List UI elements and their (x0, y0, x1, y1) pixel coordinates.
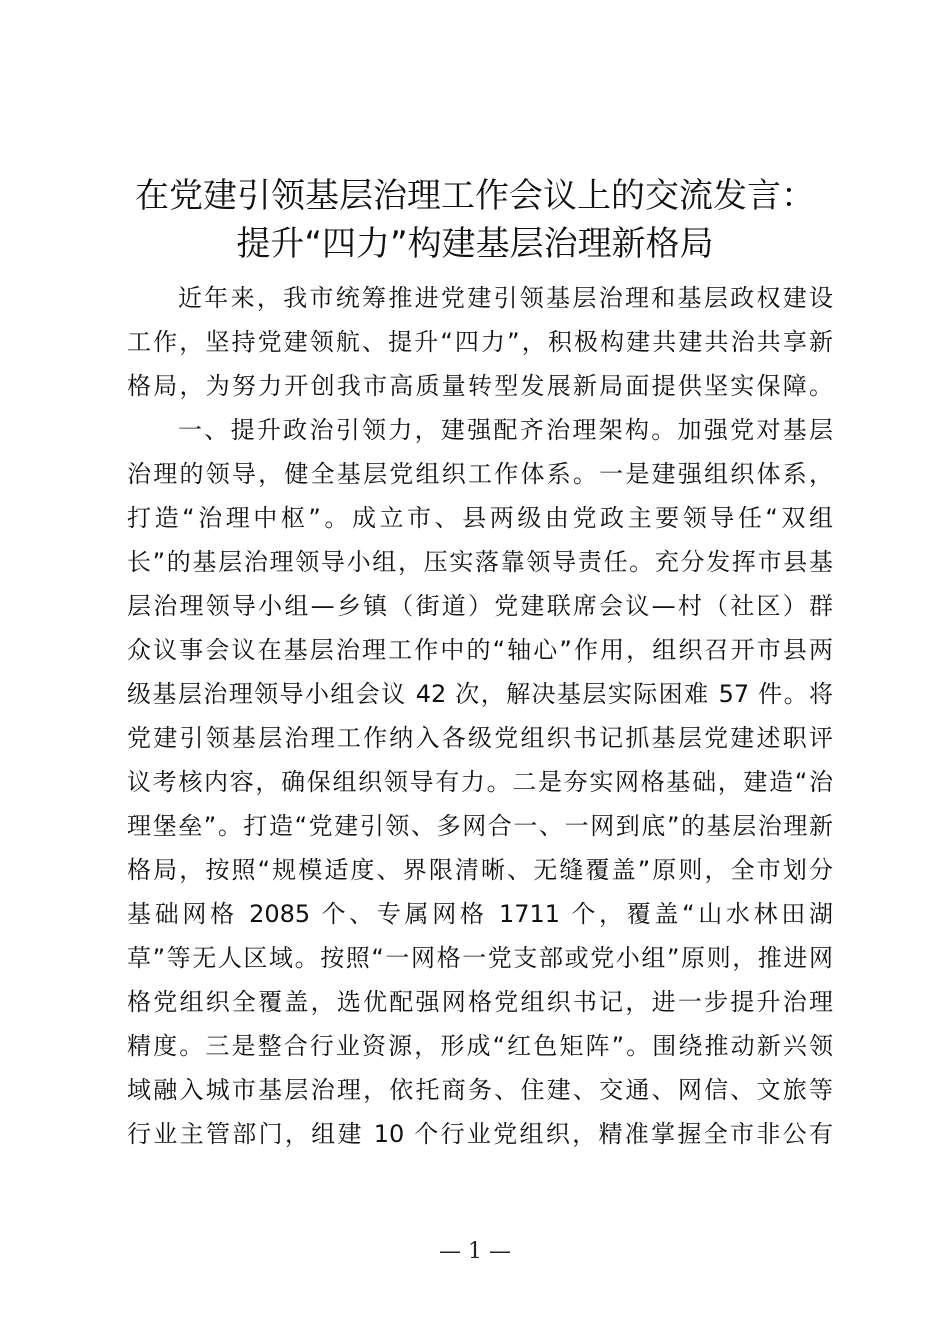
body-line-4: 一、提升政治引领力，建强配齐治理架构。加强党对基层 (178, 416, 833, 444)
body-line-19: 域融入城市基层治理，依托商务、住建、交通、网信、文旅等 (127, 1076, 833, 1104)
body-line-11: 党建引领基层治理工作纳入各级党组织书记抓基层党建述职评 (127, 724, 833, 752)
body-line-17: 格党组织全覆盖，选优配强网格党组织书记，进一步提升治理 (127, 988, 833, 1016)
body-line-10: 级基层治理领导小组会议 42 次，解决基层实际困难 57 件。将 (127, 680, 833, 708)
document-title-line-1: 在党建引领基层治理工作会议上的交流发言： (135, 176, 815, 216)
body-line-3: 格局，为努力开创我市高质量转型发展新局面提供坚实保障。 (127, 372, 833, 400)
document-title-line-2: 提升“四力”构建基层治理新格局 (236, 224, 714, 264)
body-line-13: 理堡垒”。打造“党建引领、多网合一、一网到底”的基层治理新 (127, 812, 833, 840)
body-line-20: 行业主管部门，组建 10 个行业党组织，精准掌握全市非公有 (127, 1120, 833, 1148)
body-line-1: 近年来，我市统筹推进党建引领基层治理和基层政权建设 (178, 284, 833, 312)
body-line-18: 精度。三是整合行业资源，形成“红色矩阵”。围绕推动新兴领 (127, 1032, 833, 1060)
body-line-16: 草”等无人区域。按照“一网格一党支部或党小组”原则，推进网 (127, 944, 833, 972)
body-line-5: 治理的领导，健全基层党组织工作体系。一是建强组织体系， (127, 460, 833, 488)
page-number: — 1 — (439, 1239, 511, 1264)
body-line-12: 议考核内容，确保组织领导有力。二是夯实网格基础，建造“治 (127, 768, 833, 796)
body-line-15: 基础网格 2085 个、专属网格 1711 个，覆盖“山水林田湖 (127, 900, 833, 928)
body-line-6: 打造“治理中枢”。成立市、县两级由党政主要领导任“双组 (127, 504, 833, 532)
body-line-8: 层治理领导小组—乡镇（街道）党建联席会议—村（社区）群 (127, 592, 833, 620)
body-line-9: 众议事会议在基层治理工作中的“轴心”作用，组织召开市县两 (127, 636, 833, 664)
body-line-2: 工作，坚持党建领航、提升“四力”，积极构建共建共治共享新 (127, 328, 833, 356)
body-line-14: 格局，按照“规模适度、界限清晰、无缝覆盖”原则，全市划分 (127, 856, 833, 884)
body-line-7: 长”的基层治理领导小组，压实落靠领导责任。充分发挥市县基 (127, 548, 833, 576)
